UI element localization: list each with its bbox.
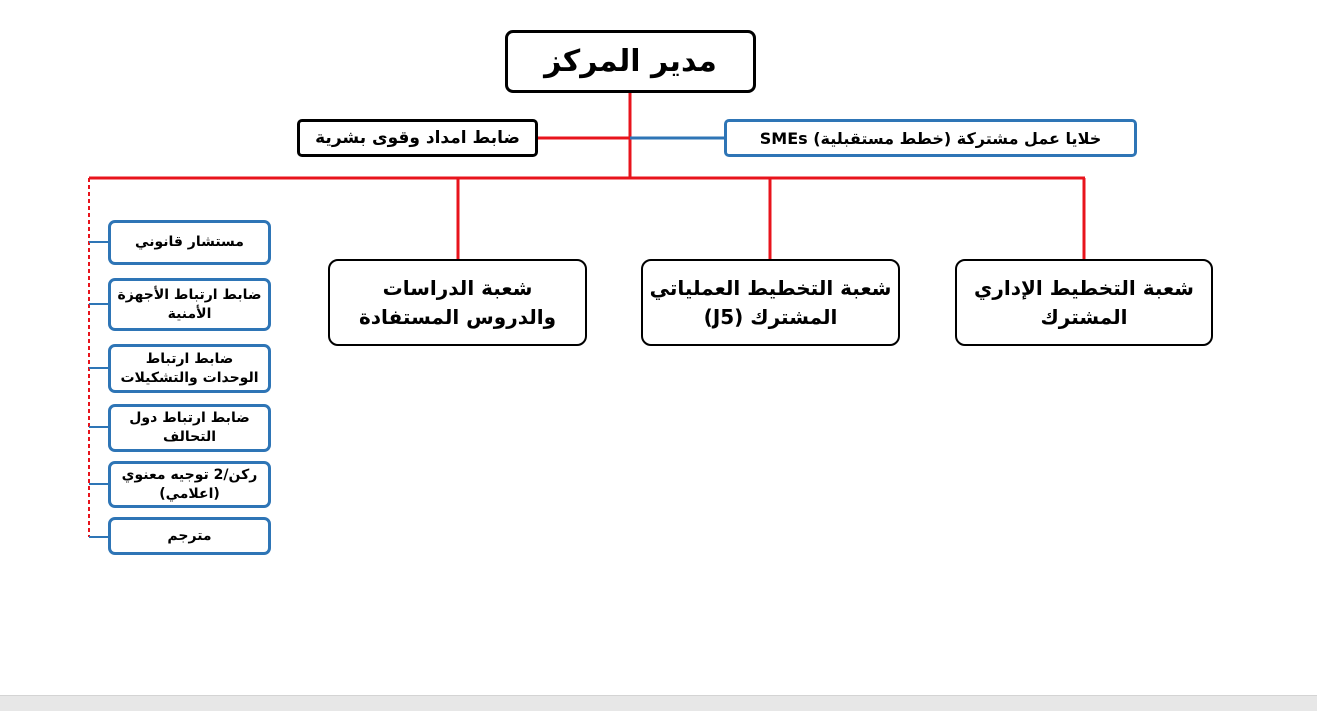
- branch-administrative-planning-label: شعبة التخطيط الإداري المشترك: [974, 275, 1194, 329]
- hr-officer-label: ضابط امداد وقوى بشرية: [315, 128, 520, 148]
- branch-operational-planning-label: شعبة التخطيط العملياتي المشترك (J5): [649, 275, 892, 329]
- advisor-legal-label: مستشار قانوني: [135, 234, 244, 251]
- smes-cells-box: [724, 119, 1137, 157]
- smes-cells-label: خلايا عمل مشتركة (خطط مستقبلية) SMEs: [759, 128, 1102, 148]
- branch-operational-planning-box: [641, 259, 900, 346]
- branch-studies-label: شعبة الدراسات والدروس المستفادة: [358, 275, 557, 329]
- advisor-security-liaison-label: ضابط ارتباط الأجهزة الأمنية: [117, 286, 262, 322]
- advisor-security-liaison-box: [108, 278, 271, 331]
- advisor-morale-guidance-label: ركن/2 توجيه معنوي (اعلامي): [121, 466, 258, 502]
- advisor-coalition-liaison-box: [108, 404, 271, 452]
- advisor-units-liaison-label: ضابط ارتباط الوحدات والتشكيلات: [120, 350, 259, 386]
- horizontal-scrollbar[interactable]: [0, 695, 1317, 711]
- advisor-units-liaison-box: [108, 344, 271, 393]
- director-label: مدير المركز: [544, 44, 717, 79]
- director-box: [505, 30, 756, 93]
- advisor-legal-box: [108, 220, 271, 265]
- branch-studies-box: [328, 259, 587, 346]
- advisor-morale-guidance-box: [108, 461, 271, 508]
- branch-administrative-planning-box: [955, 259, 1213, 346]
- hr-officer-box: [297, 119, 538, 157]
- advisor-coalition-liaison-label: ضابط ارتباط دول التحالف: [129, 410, 250, 445]
- advisor-translator-box: [108, 517, 271, 555]
- advisor-translator-label: مترجم: [167, 527, 212, 544]
